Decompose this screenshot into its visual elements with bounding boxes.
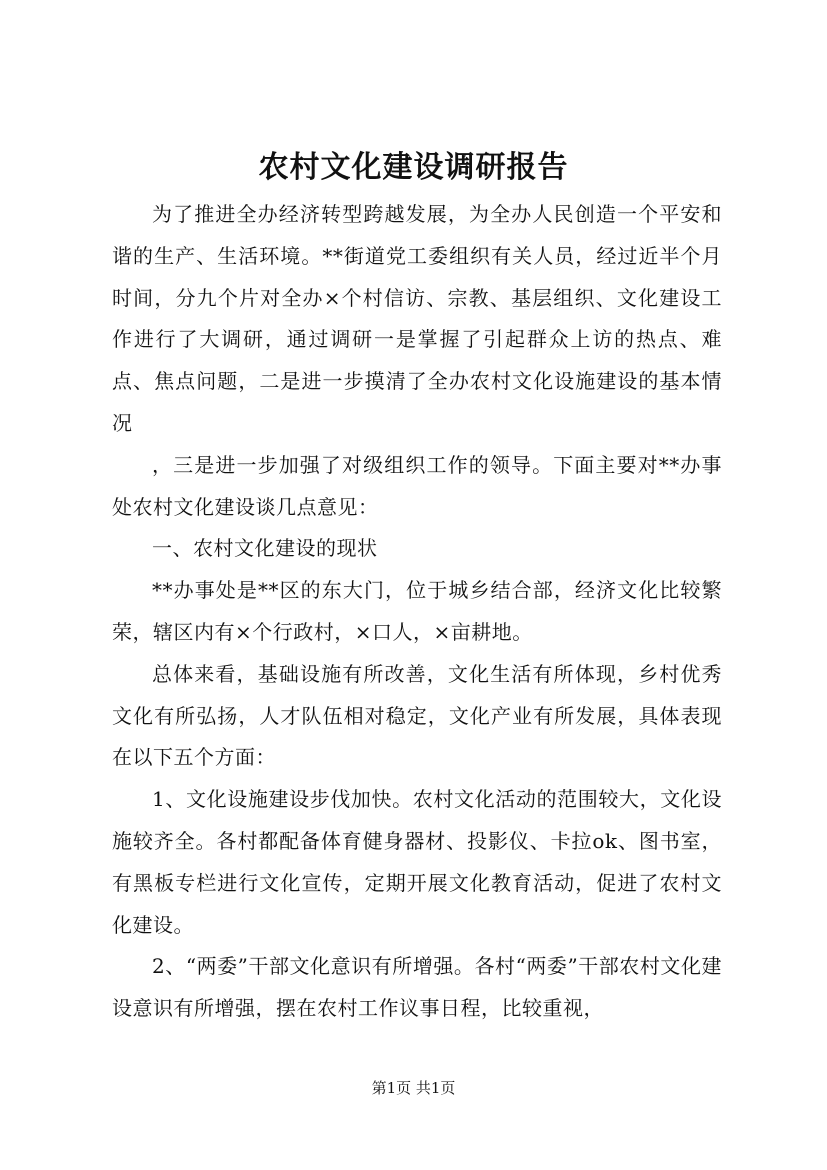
paragraph-item-2: 2、“两委”干部文化意识有所增强。各村“两委”干部农村文化建设意识有所增强，摆在农村工作议事日程，比较重视， bbox=[112, 954, 722, 1021]
paragraph-summary: 总体来看，基础设施有所改善，文化生活有所体现，乡村优秀文化有所弘扬，人才队伍相对稳定，文化产业有所发展，具体表现在以下五个方面： bbox=[112, 661, 722, 770]
document-title: 农村文化建设调研报告 bbox=[258, 150, 569, 185]
document-body bbox=[112, 194, 722, 1030]
paragraph-overview: **办事处是**区的东大门，位于城乡结合部，经济文化比较繁荣，辖区内有×个行政村，×口人，×亩耕地。 bbox=[112, 578, 722, 644]
section-heading: 一、农村文化建设的现状 bbox=[152, 536, 378, 561]
paragraph-intro: 为了推进全办经济转型跨越发展，为全办人民创造一个平安和谐的生产、生活环境。**街道党工委组织有关人员，经过近半个月时间，分九个片对全办×个村信访、宗教、基层组织、文化建设工作进行了大调研，通过调研一是掌握了引起群众上访的热点、难点、焦点问题，二是进一步摸清了全办农村文化设施建设的基本情况 bbox=[112, 202, 722, 435]
paragraph-item-1: 1、文化设施建设步伐加快。农村文化活动的范围较大，文化设施较齐全。各村都配备体育健身器材、投影仪、卡拉ok、图书室，有黑板专栏进行文化宣传，定期开展文化教育活动，促进了农村文化建设。 bbox=[112, 787, 722, 937]
paragraph-intro-continued: ，三是进一步加强了对级组织工作的领导。下面主要对**办事处农村文化建设谈几点意见： bbox=[112, 452, 722, 519]
page-footer: 第1页 共1页 bbox=[371, 1079, 456, 1097]
